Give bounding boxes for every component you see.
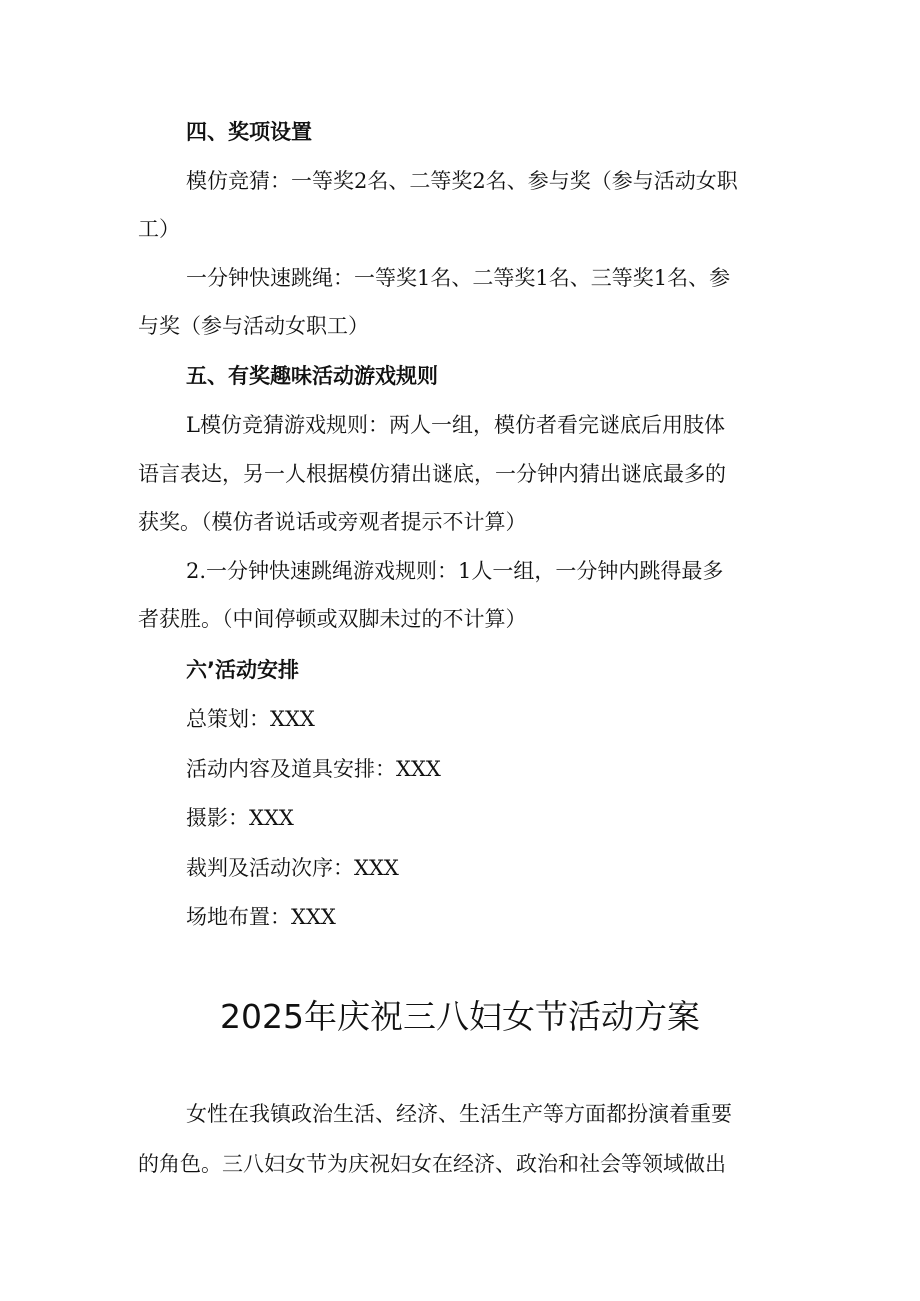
paragraph-rule-1-line-1: L模仿竞猜游戏规则：两人一组，模仿者看完谜底后用肢体 bbox=[186, 413, 725, 437]
list-item-referee-order: 裁判及活动次序：XXX bbox=[186, 856, 399, 880]
intro-paragraph-line-2: 的角色。三八妇女节为庆祝妇女在经济、政治和社会等领域做出 bbox=[138, 1152, 726, 1176]
intro-paragraph-line-1: 女性在我镇政治生活、经济、生活生产等方面都扮演着重要 bbox=[186, 1102, 732, 1126]
paragraph-mime-awards-line-1: 模仿竞猜：一等奖2名、二等奖2名、参与奖（参与活动女职 bbox=[186, 169, 738, 193]
document-title: 2025年庆祝三八妇女节活动方案 bbox=[220, 997, 700, 1036]
paragraph-rope-awards-line-1: 一分钟快速跳绳：一等奖1名、二等奖1名、三等奖1名、参 bbox=[186, 266, 731, 290]
list-item-photography: 摄影：XXX bbox=[186, 806, 294, 830]
list-item-content-props: 活动内容及道具安排：XXX bbox=[186, 757, 441, 781]
paragraph-rule-2-line-2: 者获胜。（中间停顿或双脚未过的不计算） bbox=[138, 607, 527, 631]
paragraph-mime-awards-line-2: 工） bbox=[138, 217, 180, 241]
section-6-heading: 六’活动安排 bbox=[186, 658, 299, 682]
section-4-heading: 四、奖项设置 bbox=[186, 120, 312, 144]
section-5-heading: 五、有奖趣味活动游戏规则 bbox=[186, 364, 438, 388]
paragraph-rule-1-line-3: 获奖。（模仿者说话或旁观者提示不计算） bbox=[138, 510, 527, 534]
paragraph-rule-1-line-2: 语言表达，另一人根据模仿猜出谜底，一分钟内猜出谜底最多的 bbox=[138, 462, 726, 486]
paragraph-rule-2-line-1: 2.一分钟快速跳绳游戏规则：1人一组，一分钟内跳得最多 bbox=[186, 559, 724, 583]
list-item-planner: 总策划：XXX bbox=[186, 707, 315, 731]
paragraph-rope-awards-line-2: 与奖（参与活动女职工） bbox=[138, 314, 369, 338]
list-item-venue: 场地布置：XXX bbox=[186, 905, 336, 929]
